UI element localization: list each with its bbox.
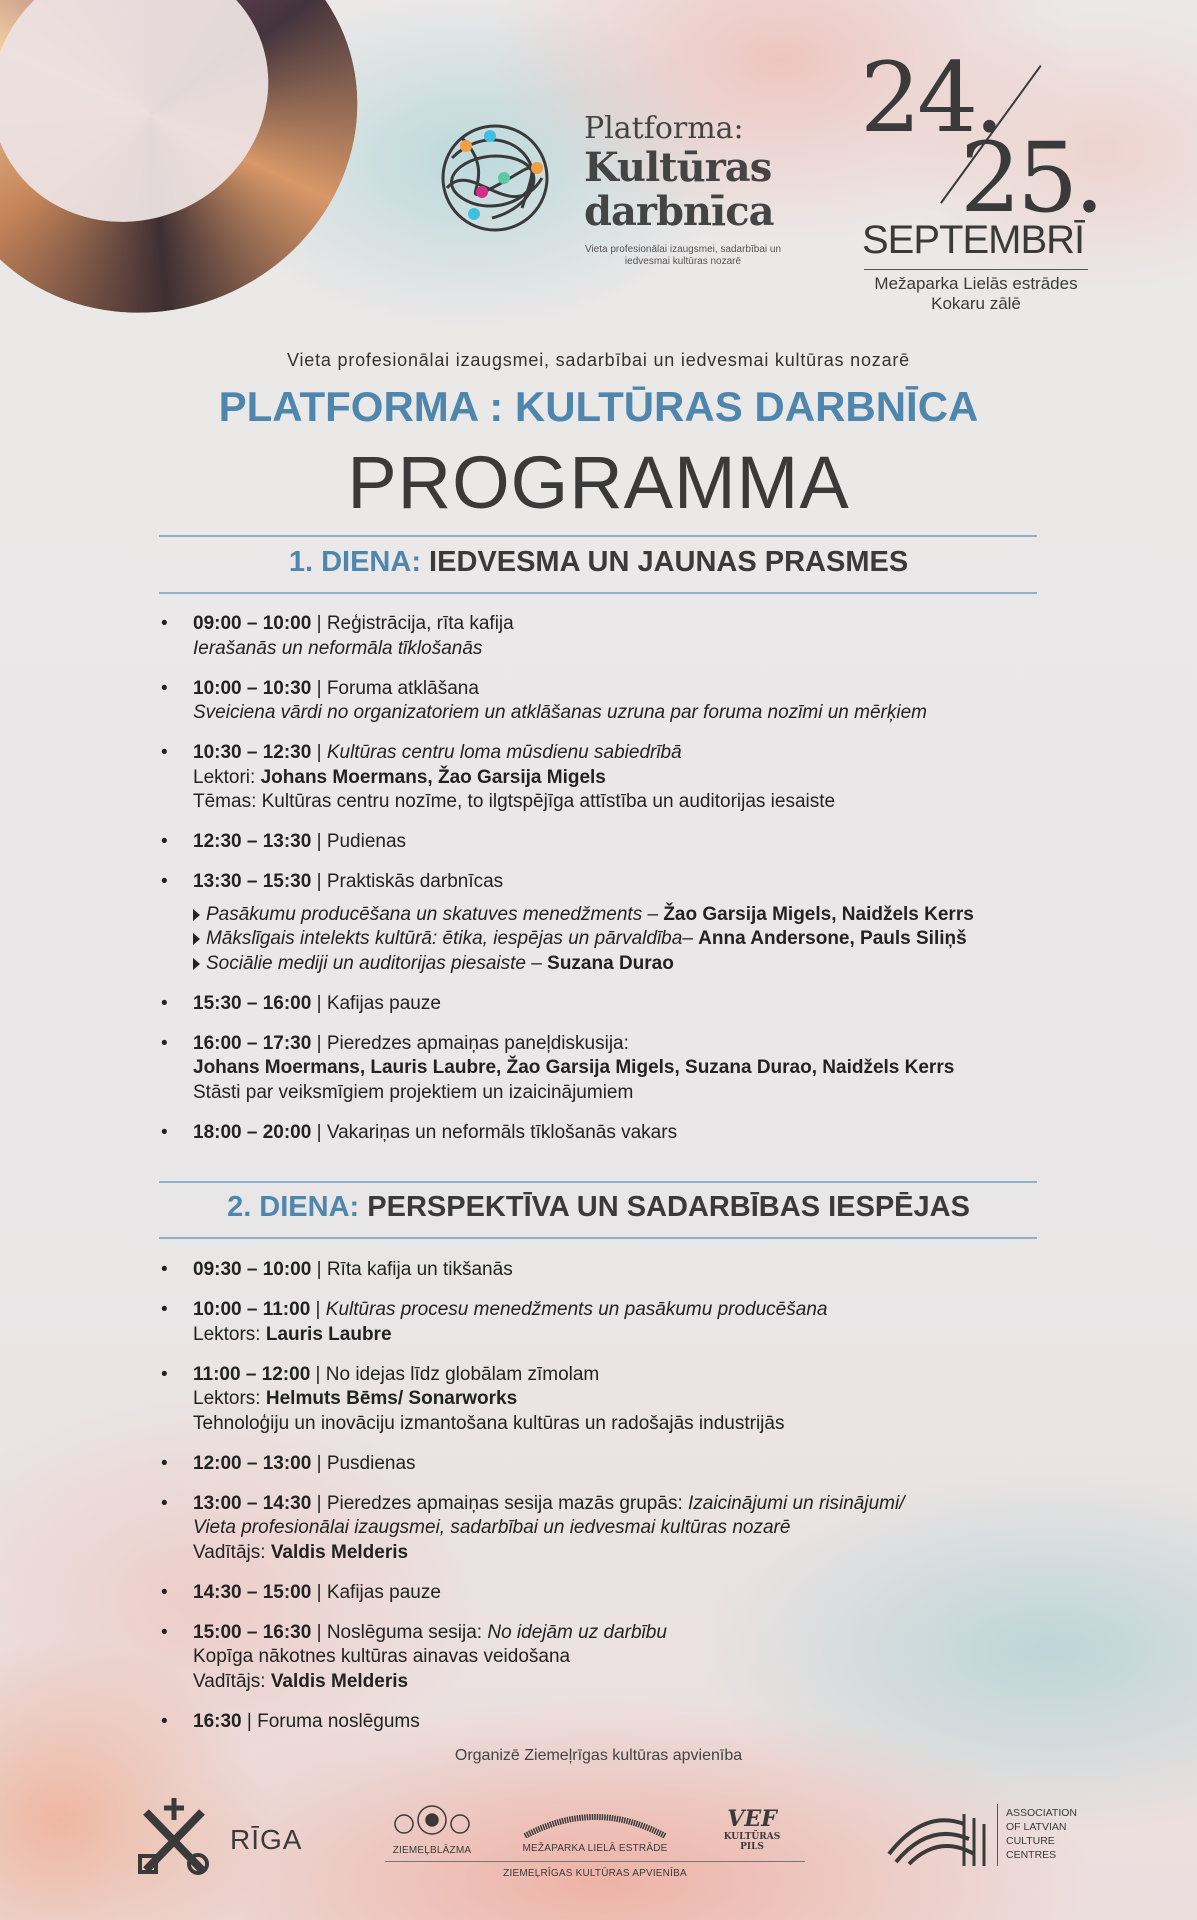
schedule-line: [193, 1492, 1093, 1517]
platforma-logo-text: [584, 112, 773, 234]
vef-logo: [712, 1806, 792, 1852]
schedule-item: [161, 1492, 1093, 1566]
intro-subtitle: Vieta profesionālai izaugsmei, sadarbībai un iedvesmai kultūras nozarē: [287, 350, 910, 370]
workshop-item: [193, 927, 1093, 952]
venue: [850, 274, 1102, 314]
schedule-item: [161, 1581, 1093, 1606]
text-segment: 14:30 – 15:00: [193, 1581, 312, 1603]
schedule-line: [193, 992, 1093, 1017]
text-segment: Stāsti par veiksmīgiem projektiem un izaicinājumiem: [193, 1081, 634, 1103]
text-segment: Ierašanās un neformāla tīklošanās: [193, 637, 483, 659]
schedule-item: [161, 1032, 1093, 1106]
alcc-line: OF LATVIAN: [1006, 1821, 1067, 1833]
text-segment: Vadītājs:: [193, 1670, 271, 1692]
schedule-line: [193, 1121, 1093, 1146]
schedule-line: [193, 612, 1093, 637]
text-segment: | Vakariņas un neformāls tīklošanās vakars: [311, 1121, 678, 1143]
bullet-icon: •: [161, 1363, 168, 1385]
logo-line-1: Platforma:: [584, 111, 744, 146]
bullet-icon: •: [161, 1299, 168, 1320]
bullet-icon: •: [161, 1121, 168, 1143]
schedule-line: [193, 1541, 1093, 1566]
text-segment: Valdis Melderis: [270, 1670, 409, 1692]
apvieniba-text: ZIEMEĻRĪGAS KULTŪRAS APVIENĪBA: [503, 1868, 687, 1879]
alcc-fingerprint-icon: [884, 1804, 989, 1868]
text-segment: 13:00 – 14:30: [193, 1492, 312, 1514]
text-segment: Valdis Melderis: [270, 1541, 409, 1563]
schedule-item: [161, 1258, 1093, 1283]
text-segment: 11:00 – 12:00: [193, 1363, 311, 1385]
divider: [864, 269, 1088, 270]
workshop-item: [193, 903, 1093, 928]
text-segment: Tehnoloģiju un inovāciju izmantošana kultūras un radošajās industrijās: [193, 1412, 785, 1434]
text-segment: Lektors:: [193, 1323, 266, 1345]
date-month: SEPTEMBRĪ: [862, 218, 1085, 262]
venue-line-1: Mežaparka Lielās estrādes: [874, 274, 1078, 293]
bullet-icon: •: [161, 1259, 168, 1280]
schedule-item: [161, 1298, 1093, 1347]
text-segment: | Pusdienas: [311, 1452, 416, 1474]
schedule-line: [193, 1670, 1093, 1695]
text-segment: | Pudienas: [311, 831, 407, 852]
vef-text: VEF: [727, 1806, 777, 1832]
text-segment: | Kafijas pauze: [311, 1581, 441, 1603]
text-segment: | No idejas līdz globālam zīmolam: [310, 1363, 600, 1385]
schedule-line: [193, 1452, 1093, 1477]
schedule-item: [161, 830, 1093, 855]
bullet-icon: •: [161, 613, 168, 634]
alcc-line: ASSOCIATION: [1006, 1807, 1077, 1819]
text-segment: Sociālie mediji un auditorijas piesaiste: [206, 952, 527, 974]
bullet-icon: •: [161, 1710, 168, 1732]
text-segment: –: [682, 928, 699, 949]
day-1-schedule: [161, 612, 1093, 1161]
estrade-text: MEŽAPARKA LIELĀ ESTRĀDE: [522, 1843, 668, 1854]
logo-line-3: darbnīca: [584, 188, 774, 235]
text-segment: 16:00 – 17:30: [193, 1032, 312, 1054]
ziemelblazma-text: ZIEMEĻBLĀZMA: [392, 1845, 472, 1856]
schedule-line: [193, 830, 1093, 855]
triangle-bullet-icon: [193, 933, 200, 945]
schedule-item: [161, 1710, 1093, 1735]
schedule-line: [193, 1516, 1093, 1541]
schedule-line: [193, 1323, 1093, 1348]
workshop-item: [193, 952, 1093, 977]
text-segment: Mākslīgais intelekts kultūrā: ētika, iespējas un pārvaldība: [206, 928, 683, 949]
estrade-arc-icon: [520, 1808, 670, 1838]
estrade-logo: [520, 1808, 670, 1854]
text-segment: Lektori:: [193, 766, 261, 788]
schedule-line: [193, 1298, 1093, 1323]
text-segment: | Reģistrācija, rīta kafija: [311, 613, 514, 634]
alcc-logo: [884, 1804, 1077, 1873]
text-segment: |: [311, 742, 327, 763]
day-number: 2. DIENA:: [227, 1191, 360, 1223]
day-2-heading: [0, 1191, 1197, 1224]
text-segment: | Kafijas pauze: [311, 992, 441, 1014]
schedule-line: [193, 1387, 1093, 1412]
text-segment: 15:30 – 16:00: [193, 992, 312, 1014]
schedule-item: [161, 1452, 1093, 1477]
day-theme: IEDVESMA UN JAUNAS PRASMES: [429, 546, 909, 578]
ziemelblazma-icon: [392, 1800, 472, 1840]
text-segment: 16:30: [193, 1710, 242, 1732]
text-segment: 12:00 – 13:00: [193, 1452, 312, 1474]
text-segment: | Pieredzes apmaiņas paneļdiskusija:: [311, 1032, 629, 1054]
schedule-line: [193, 1258, 1093, 1283]
schedule-item: [161, 677, 1093, 726]
text-segment: –: [526, 952, 548, 974]
divider: [385, 1861, 805, 1862]
organizer-text: Organizē Ziemeļrīgas kultūras apvienība: [454, 1747, 743, 1764]
date-day-1: 24.: [860, 42, 1001, 154]
schedule-item: [161, 741, 1093, 815]
schedule-item: [161, 1121, 1093, 1146]
triangle-bullet-icon: [193, 909, 200, 921]
text-segment: 18:00 – 20:00: [193, 1121, 312, 1143]
day-number: 1. DIENA:: [288, 546, 421, 578]
schedule-line: [193, 1081, 1093, 1106]
bullet-icon: •: [161, 871, 168, 892]
platforma-logo-icon: [432, 118, 558, 238]
bullet-icon: •: [161, 677, 168, 699]
text-segment: Tēmas: Kultūras centru nozīme, to ilgtspējīga attīstība un auditorijas iesaiste: [193, 791, 836, 812]
event-title: PLATFORMA : KULTŪRAS DARBNĪCA: [218, 383, 979, 430]
text-segment: 13:30 – 15:30: [193, 871, 312, 892]
alcc-line: CULTURE: [1006, 1835, 1055, 1847]
text-segment: Lektors:: [193, 1388, 266, 1409]
text-segment: |: [310, 1299, 326, 1320]
alcc-line: CENTRES: [1006, 1849, 1057, 1861]
text-segment: 12:30 – 13:30: [193, 831, 312, 852]
bullet-icon: •: [161, 742, 168, 763]
text-segment: Vadītājs:: [193, 1541, 271, 1563]
schedule-line: [193, 1621, 1093, 1646]
text-segment: 09:00 – 10:00: [193, 613, 312, 634]
schedule-line: [193, 766, 1093, 791]
schedule-line: [193, 1581, 1093, 1606]
text-segment: Anna Andersone, Pauls Siliņš: [698, 928, 967, 949]
divider: [159, 535, 1037, 537]
text-segment: Kopīga nākotnes kultūras ainavas veidošana: [193, 1646, 571, 1667]
text-segment: Izaicinājumi un risinājumi/: [688, 1492, 905, 1514]
text-segment: –: [642, 903, 664, 925]
text-segment: 10:00 – 10:30: [193, 677, 312, 699]
text-segment: Suzana Durao: [547, 952, 674, 974]
schedule-item: [161, 612, 1093, 661]
schedule-line: [193, 741, 1093, 766]
bullet-icon: •: [161, 992, 168, 1014]
schedule-item: [161, 992, 1093, 1017]
schedule-line: [193, 1032, 1093, 1057]
bullet-icon: •: [161, 1492, 168, 1514]
text-segment: 10:00 – 11:00: [193, 1299, 311, 1320]
bullet-icon: •: [161, 831, 168, 852]
bullet-icon: •: [161, 1581, 168, 1603]
divider: [159, 1237, 1037, 1239]
date-day-2: 25.: [960, 122, 1101, 234]
vef-subtitle: KULTŪRAS PILS: [723, 1832, 781, 1852]
bullet-icon: •: [161, 1032, 168, 1054]
riga-logo: [134, 1798, 303, 1883]
bullet-icon: •: [161, 1452, 168, 1474]
text-segment: 09:30 – 10:00: [193, 1259, 312, 1280]
triangle-bullet-icon: [193, 958, 200, 970]
schedule-line: [193, 1412, 1093, 1437]
text-segment: Kultūras centru loma mūsdienu sabiedrībā: [326, 742, 682, 763]
riga-text: RĪGA: [230, 1824, 303, 1855]
schedule-line: [193, 870, 1093, 895]
text-segment: | Pieredzes apmaiņas sesija mazās grupās:: [311, 1492, 688, 1514]
venue-line-2: Kokaru zālē: [931, 294, 1021, 313]
schedule-line: [193, 790, 1093, 815]
text-segment: Johans Moermans, Lauris Laubre, Žao Garsija Migels, Suzana Durao, Naidžels Kerrs: [193, 1057, 955, 1078]
logo-line-2: Kultūras: [584, 144, 772, 191]
logo-subtitle: Vieta profesionālai izaugsmei, sadarbībai un iedvesmai kultūras nozarē: [584, 244, 782, 267]
day-theme: PERSPEKTĪVA UN SADARBĪBAS IESPĒJAS: [367, 1191, 970, 1223]
schedule-item: [161, 870, 1093, 976]
schedule-line: [193, 677, 1093, 702]
text-segment: | Foruma atklāšana: [311, 677, 479, 699]
text-segment: No idejām uz darbību: [487, 1621, 667, 1643]
schedule-line: [193, 1056, 1093, 1081]
text-segment: 15:00 – 16:30: [193, 1621, 312, 1643]
text-segment: | Foruma noslēgums: [241, 1710, 420, 1732]
day-1-heading: [0, 546, 1197, 579]
text-segment: Pasākumu producēšana un skatuves menedžments: [206, 903, 643, 925]
schedule-line: [193, 1710, 1093, 1735]
text-segment: Žao Garsija Migels, Naidžels Kerrs: [663, 903, 974, 925]
schedule-line: [193, 1645, 1093, 1670]
text-segment: 10:30 – 12:30: [193, 742, 312, 763]
text-segment: Helmuts Bēms/ Sonarworks: [265, 1388, 518, 1409]
text-segment: Sveiciena vārdi no organizatoriem un atklāšanas uzruna par foruma nozīmi un mērķiem: [193, 702, 927, 723]
ziemelblazma-logo: [392, 1800, 472, 1856]
workshop-list: [193, 903, 1093, 977]
schedule-item: [161, 1363, 1093, 1437]
text-segment: Kultūras procesu menedžments un pasākumu producēšana: [325, 1299, 828, 1320]
schedule-item: [161, 1621, 1093, 1695]
bullet-icon: •: [161, 1621, 168, 1643]
schedule-line: [193, 701, 1093, 726]
riga-keys-icon: [134, 1798, 214, 1878]
text-segment: | Noslēguma sesija:: [311, 1621, 488, 1643]
schedule-line: [193, 637, 1093, 662]
day-2-schedule: [161, 1258, 1093, 1750]
schedule-line: [193, 1363, 1093, 1388]
divider: [159, 592, 1037, 594]
text-segment: | Praktiskās darbnīcas: [311, 871, 504, 892]
divider: [159, 1181, 1037, 1183]
text-segment: Vieta profesionālai izaugsmei, sadarbībai un iedvesmai kultūras nozarē: [193, 1517, 791, 1538]
programme-heading: PROGRAMMA: [347, 441, 850, 524]
text-segment: Johans Moermans, Žao Garsija Migels: [260, 766, 606, 788]
text-segment: | Rīta kafija un tikšanās: [311, 1259, 513, 1280]
text-segment: Lauris Laubre: [265, 1323, 392, 1345]
